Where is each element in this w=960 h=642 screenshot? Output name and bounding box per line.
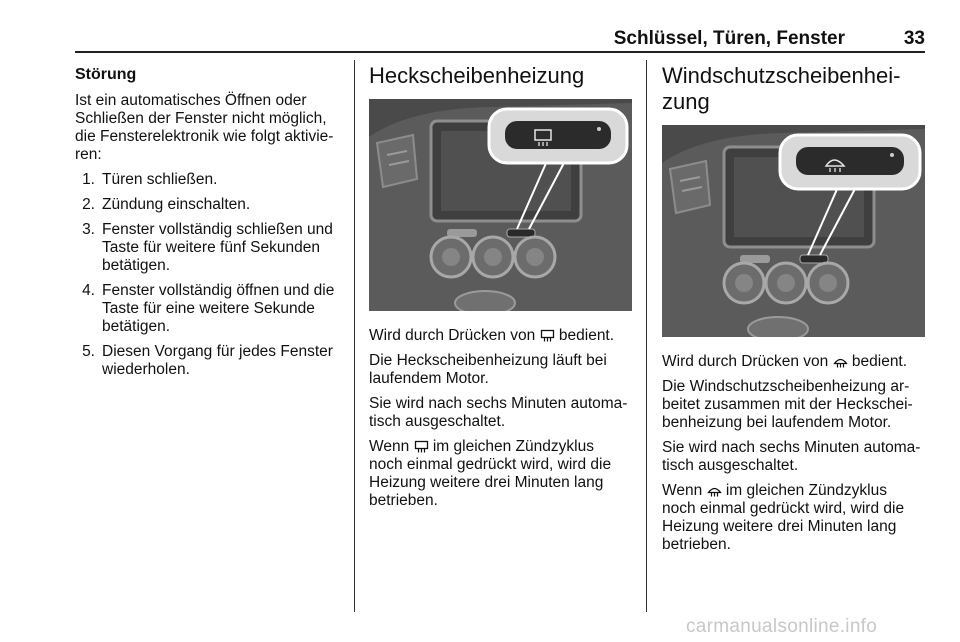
windscreen-heater-icon [833, 355, 848, 368]
step-item [75, 343, 347, 379]
front-p1-before: Wird durch Drücken von [662, 353, 829, 370]
title-line: Windschutzscheibenhei‐ [662, 63, 901, 88]
intro-line: Schließen der Fenster nicht möglich, [75, 110, 327, 127]
intro-line: die Fensterelektronik wie folgt aktivie‐ [75, 128, 334, 145]
steps-list [75, 171, 347, 379]
step-line: Türen schließen. [102, 171, 218, 188]
text-line: tisch ausgeschaltet. [662, 457, 799, 474]
rear-p1-before: Wird durch Drücken von [369, 327, 536, 344]
step-line: Zündung einschalten. [102, 196, 251, 213]
step-line: Fenster vollständig öffnen und die [102, 282, 335, 299]
step-number: 4. [82, 282, 95, 299]
rear-window-heater-icon [414, 440, 429, 453]
text-line: Sie wird nach sechs Minuten automa‐ [369, 395, 628, 412]
page-header-title: Schlüssel, Türen, Fenster [613, 28, 845, 49]
intro-line: ren: [75, 146, 102, 163]
malfunction-heading: Störung [75, 66, 137, 83]
step-item [75, 171, 347, 189]
front-p1-after: bedient. [851, 353, 908, 370]
front-p4-before: Wenn [662, 482, 703, 499]
rear-heating-figure [369, 99, 632, 311]
step-item [75, 221, 347, 275]
column-malfunction [75, 62, 347, 386]
rear-p4-before: Wenn [369, 438, 410, 455]
step-line: Taste für eine weitere Sekunde [102, 300, 315, 317]
text-line: tisch ausgeschaltet. [369, 413, 506, 430]
windscreen-heating-title [662, 63, 925, 115]
step-line: Diesen Vorgang für jedes Fenster [102, 343, 333, 360]
text-line: laufendem Motor. [369, 370, 489, 387]
text-line: noch einmal gedrückt wird, wird die [662, 500, 905, 517]
step-number: 3. [82, 221, 95, 238]
text-line: Heizung weitere drei Minuten lang [369, 474, 604, 491]
text-line: Sie wird nach sechs Minuten automa‐ [662, 439, 921, 456]
text-line: betrieben. [662, 536, 731, 553]
rear-window-heater-icon [540, 329, 555, 342]
front-p4-after: im gleichen Zündzyklus [725, 482, 887, 499]
step-line: Fenster vollständig schließen und [102, 221, 333, 238]
rear-p4-after: im gleichen Zündzyklus [432, 438, 594, 455]
step-number: 1. [82, 171, 95, 188]
text-line: noch einmal gedrückt wird, wird die [369, 456, 612, 473]
step-item [75, 282, 347, 336]
malfunction-intro [75, 92, 347, 164]
step-line: wiederholen. [102, 361, 190, 378]
step-number: 5. [82, 343, 95, 360]
text-line: betrieben. [369, 492, 438, 509]
column-rear-window-heating [369, 62, 632, 517]
front-p2 [662, 378, 925, 432]
text-line: beitet zusammen mit der Heckschei‐ [662, 396, 913, 413]
rear-p3 [369, 395, 632, 431]
windscreen-heating-figure [662, 125, 925, 337]
column-windscreen-heating [662, 62, 925, 561]
text-line: Heizung weitere drei Minuten lang [662, 518, 897, 535]
watermark: carmanualsonline.info [686, 616, 878, 637]
front-p1 [662, 353, 925, 371]
front-p4 [662, 482, 925, 554]
step-line: betätigen. [102, 318, 171, 335]
rear-heating-title [369, 63, 632, 89]
intro-line: Ist ein automatisches Öffnen oder [75, 92, 307, 109]
page-number: 33 [903, 28, 925, 49]
text-line: Die Heckscheibenheizung läuft bei [369, 352, 607, 369]
step-line: betätigen. [102, 257, 171, 274]
header-rule [75, 51, 925, 53]
step-item [75, 196, 347, 214]
windscreen-heater-icon [707, 484, 722, 497]
column-divider-left [354, 60, 355, 612]
title-line: Heckscheibenheizung [369, 63, 585, 88]
rear-p4 [369, 438, 632, 510]
column-divider-right [646, 60, 647, 612]
rear-p1-after: bedient. [558, 327, 615, 344]
front-p3 [662, 439, 925, 475]
text-line: benheizung bei laufendem Motor. [662, 414, 892, 431]
rear-p1 [369, 327, 632, 345]
step-number: 2. [82, 196, 95, 213]
rear-p2 [369, 352, 632, 388]
title-line: zung [662, 89, 710, 114]
step-line: Taste für weitere fünf Sekunden [102, 239, 320, 256]
text-line: Die Windschutzscheibenheizung ar‐ [662, 378, 910, 395]
